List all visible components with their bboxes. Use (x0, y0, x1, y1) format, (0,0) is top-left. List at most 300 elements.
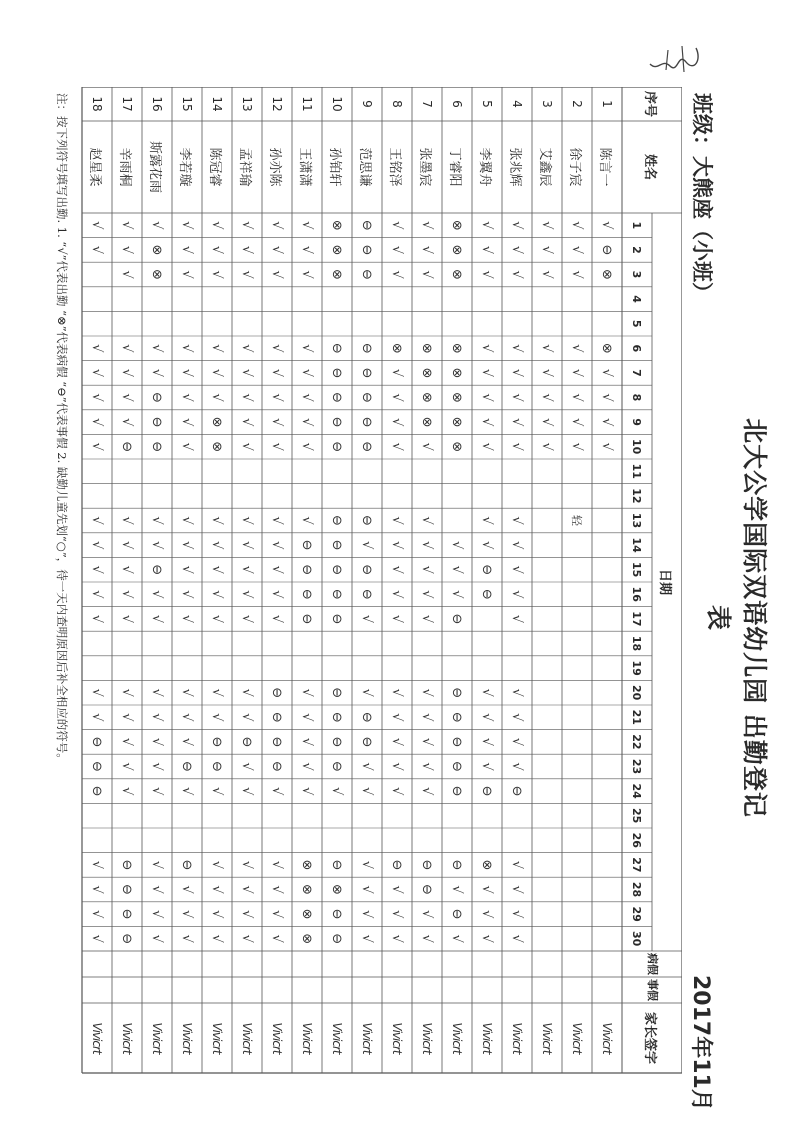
attendance-mark: √ (509, 713, 525, 722)
attendance-mark: √ (509, 909, 525, 919)
attendance-mark (232, 828, 262, 853)
attendance-mark: ⊖ (119, 859, 135, 871)
attendance-mark: √ (119, 565, 135, 574)
day-header: 25 (630, 808, 644, 824)
student-name: 孙亦陈 (267, 147, 283, 187)
attendance-mark (112, 287, 142, 312)
attendance-mark (172, 803, 202, 828)
attendance-mark: √ (299, 713, 315, 722)
attendance-mark: √ (389, 688, 405, 697)
attendance-mark: √ (539, 442, 555, 451)
attendance-mark (592, 484, 622, 509)
attendance-mark (562, 730, 592, 755)
attendance-mark: ⊖ (449, 687, 465, 699)
day-header: 21 (630, 709, 644, 725)
attendance-mark: ⊖ (89, 785, 105, 797)
student-name: 丁睿阳 (447, 147, 463, 187)
attendance-mark: √ (479, 762, 495, 771)
attendance-mark (232, 484, 262, 509)
attendance-mark: ⊖ (329, 416, 345, 428)
attendance-mark (322, 828, 352, 853)
attendance-mark (592, 656, 622, 681)
attendance-mark (532, 803, 562, 828)
parent-signature: Vivicrt (300, 1022, 314, 1054)
attendance-mark (232, 287, 262, 312)
attendance-mark: ⊖ (119, 908, 135, 920)
attendance-mark: ⊗ (449, 367, 465, 379)
attendance-mark: √ (269, 614, 285, 624)
attendance-mark: ⊗ (329, 884, 345, 895)
attendance-mark (532, 582, 562, 607)
attendance-mark: √ (509, 737, 525, 747)
attendance-mark: √ (269, 393, 285, 402)
attendance-mark: √ (179, 713, 195, 722)
attendance-mark: √ (119, 393, 135, 402)
attendance-mark: √ (89, 221, 105, 230)
attendance-mark (112, 828, 142, 853)
attendance-mark: √ (269, 934, 285, 943)
attendance-mark: √ (509, 885, 525, 894)
attendance-mark (82, 459, 112, 484)
attendance-mark: ⊖ (329, 367, 345, 379)
attendance-mark: ⊗ (419, 392, 435, 403)
attendance-mark: √ (509, 393, 525, 402)
attendance-mark: √ (539, 393, 555, 402)
attendance-mark: ⊖ (329, 588, 345, 600)
attendance-mark: √ (389, 516, 405, 525)
attendance-mark: √ (269, 344, 285, 353)
attendance-mark: √ (479, 713, 495, 722)
attendance-mark: ⊖ (269, 711, 285, 723)
attendance-mark (532, 680, 562, 705)
attendance-mark: √ (89, 909, 105, 919)
attendance-mark: √ (389, 417, 405, 427)
attendance-mark (262, 459, 292, 484)
row-seq: 9 (360, 100, 374, 108)
attendance-mark (592, 582, 622, 607)
row-seq: 1 (600, 100, 614, 108)
attendance-mark: √ (509, 245, 525, 255)
attendance-mark: √ (509, 368, 525, 378)
attendance-mark (142, 311, 172, 336)
attendance-mark: √ (239, 786, 255, 796)
attendance-mark: √ (299, 344, 315, 353)
attendance-mark: √ (359, 934, 375, 943)
attendance-mark: √ (209, 860, 225, 870)
attendance-mark: √ (479, 909, 495, 919)
attendance-mark: 轻 (570, 514, 583, 526)
attendance-mark: ⊖ (299, 539, 315, 551)
attendance-mark: ⊗ (599, 342, 615, 354)
attendance-mark (562, 828, 592, 853)
attendance-mark (532, 779, 562, 804)
attendance-mark (262, 656, 292, 681)
attendance-mark: ⊖ (359, 711, 375, 723)
attendance-mark: √ (209, 885, 225, 894)
attendance-mark: √ (119, 762, 135, 771)
attendance-mark (532, 508, 562, 533)
attendance-mark: ⊗ (299, 908, 315, 920)
attendance-mark: √ (89, 565, 105, 574)
attendance-mark: ⊖ (119, 933, 135, 945)
attendance-mark: ⊖ (359, 244, 375, 256)
attendance-mark: √ (509, 344, 525, 353)
attendance-mark: √ (419, 442, 435, 451)
attendance-mark (592, 754, 622, 779)
attendance-mark: √ (119, 590, 135, 599)
attendance-mark: √ (569, 221, 585, 230)
attendance-mark (532, 705, 562, 730)
attendance-mark (592, 287, 622, 312)
attendance-mark: √ (449, 565, 465, 574)
attendance-mark (262, 287, 292, 312)
attendance-mark: √ (299, 245, 315, 255)
attendance-mark (232, 631, 262, 656)
attendance-mark: ⊗ (299, 884, 315, 895)
attendance-mark: √ (179, 737, 195, 747)
attendance-mark (232, 311, 262, 336)
parent-signature: Vivicrt (330, 1022, 344, 1054)
attendance-mark (142, 459, 172, 484)
attendance-mark (532, 877, 562, 902)
attendance-mark (382, 311, 412, 336)
attendance-mark: √ (89, 516, 105, 525)
day-header: 13 (630, 512, 644, 529)
attendance-mark: √ (269, 590, 285, 599)
attendance-mark (412, 459, 442, 484)
attendance-mark: ⊖ (449, 613, 465, 625)
attendance-mark: √ (389, 909, 405, 919)
attendance-mark: √ (209, 934, 225, 943)
attendance-mark: √ (119, 516, 135, 525)
attendance-mark (232, 803, 262, 828)
attendance-mark: √ (389, 270, 405, 279)
attendance-mark: ⊖ (119, 441, 135, 453)
sheet-title: 北大公学国际双语幼儿园 出勤登记表 (704, 418, 769, 818)
attendance-mark (142, 631, 172, 656)
attendance-mark: √ (209, 245, 225, 255)
attendance-mark (172, 287, 202, 312)
attendance-mark: ⊗ (329, 244, 345, 256)
attendance-mark: √ (89, 590, 105, 599)
attendance-mark: ⊖ (479, 785, 495, 797)
attendance-mark: √ (269, 442, 285, 451)
attendance-mark (142, 287, 172, 312)
attendance-mark (322, 459, 352, 484)
attendance-mark: √ (209, 565, 225, 574)
attendance-mark (592, 877, 622, 902)
attendance-mark (382, 287, 412, 312)
attendance-mark (82, 287, 112, 312)
attendance-mark: √ (119, 688, 135, 697)
attendance-mark: √ (509, 221, 525, 230)
attendance-mark: ⊗ (209, 441, 225, 453)
attendance-mark (562, 484, 592, 509)
attendance-mark (592, 705, 622, 730)
attendance-mark: ⊗ (149, 244, 165, 256)
attendance-mark (172, 656, 202, 681)
attendance-mark: √ (299, 393, 315, 402)
attendance-mark: √ (479, 688, 495, 697)
attendance-mark: √ (479, 885, 495, 894)
attendance-mark: √ (389, 565, 405, 574)
attendance-mark: ⊖ (329, 392, 345, 403)
attendance-mark (472, 484, 502, 509)
attendance-mark (172, 484, 202, 509)
attendance-mark (202, 459, 232, 484)
attendance-mark: √ (479, 934, 495, 943)
attendance-mark (472, 828, 502, 853)
attendance-mark: ⊖ (179, 859, 195, 871)
attendance-mark: √ (89, 442, 105, 451)
attendance-mark: √ (389, 737, 405, 747)
attendance-mark: ⊖ (449, 736, 465, 748)
attendance-mark: √ (89, 344, 105, 353)
attendance-mark (562, 459, 592, 484)
attendance-mark: √ (269, 417, 285, 427)
attendance-mark (322, 311, 352, 336)
date-group-header: 日期 (657, 568, 673, 595)
attendance-mark: √ (389, 245, 405, 255)
attendance-mark: ⊗ (449, 244, 465, 256)
attendance-mark (142, 803, 172, 828)
attendance-mark (442, 631, 472, 656)
attendance-mark: √ (119, 245, 135, 255)
attendance-mark: ⊖ (149, 441, 165, 453)
attendance-mark (592, 533, 622, 558)
attendance-mark: ⊖ (599, 244, 615, 256)
attendance-mark: ⊖ (149, 392, 165, 403)
parent-signature: Vivicrt (90, 1022, 104, 1054)
attendance-mark: √ (149, 516, 165, 525)
attendance-mark: √ (119, 786, 135, 796)
attendance-mark: ⊗ (329, 219, 345, 231)
attendance-mark (442, 459, 472, 484)
attendance-mark (532, 828, 562, 853)
attendance-mark: ⊖ (449, 908, 465, 920)
attendance-mark (502, 631, 532, 656)
attendance-mark: √ (119, 368, 135, 378)
student-name: 辛雨桐 (117, 147, 133, 187)
row-seq: 5 (480, 100, 494, 108)
attendance-mark: √ (239, 614, 255, 624)
class-label: 班级：大熊座（小班） (690, 93, 715, 303)
student-name: 陈言一 (597, 147, 613, 187)
student-name: 李若璇 (177, 147, 193, 187)
attendance-mark: √ (179, 344, 195, 353)
attendance-mark (292, 459, 322, 484)
attendance-mark (502, 484, 532, 509)
attendance-mark (202, 803, 232, 828)
attendance-mark (262, 311, 292, 336)
day-header: 23 (630, 758, 644, 775)
attendance-mark (292, 484, 322, 509)
attendance-mark (322, 656, 352, 681)
row-seq: 8 (390, 100, 404, 108)
attendance-mark: √ (89, 614, 105, 624)
attendance-mark: ⊖ (329, 908, 345, 920)
attendance-mark (352, 656, 382, 681)
row-seq: 4 (510, 100, 524, 108)
attendance-mark: √ (239, 442, 255, 451)
attendance-mark: ⊖ (89, 736, 105, 748)
attendance-mark: √ (359, 540, 375, 550)
attendance-mark (502, 459, 532, 484)
attendance-mark: ⊖ (419, 859, 435, 871)
attendance-mark: ⊖ (329, 613, 345, 625)
attendance-mark (382, 656, 412, 681)
attendance-mark (112, 311, 142, 336)
attendance-mark: ⊖ (269, 761, 285, 772)
attendance-mark: √ (209, 368, 225, 378)
attendance-mark: √ (149, 909, 165, 919)
attendance-mark (472, 656, 502, 681)
attendance-mark: ⊖ (299, 613, 315, 625)
attendance-mark: √ (419, 934, 435, 943)
attendance-mark: √ (179, 565, 195, 574)
attendance-mark: ⊗ (479, 859, 495, 871)
attendance-mark (592, 926, 622, 951)
attendance-mark (112, 484, 142, 509)
attendance-mark: √ (389, 590, 405, 599)
attendance-mark: √ (359, 762, 375, 771)
attendance-mark: √ (299, 688, 315, 697)
attendance-mark: √ (419, 221, 435, 230)
attendance-mark: √ (119, 614, 135, 624)
attendance-mark: ⊗ (449, 392, 465, 403)
attendance-mark: ⊖ (389, 859, 405, 871)
attendance-mark: √ (89, 885, 105, 894)
attendance-mark: ⊖ (359, 588, 375, 600)
attendance-mark: √ (509, 540, 525, 550)
attendance-mark (112, 631, 142, 656)
attendance-mark (562, 926, 592, 951)
attendance-mark: √ (539, 270, 555, 279)
attendance-mark: ⊗ (149, 269, 165, 280)
attendance-mark (562, 853, 592, 878)
attendance-mark: ⊖ (269, 687, 285, 699)
attendance-mark: √ (89, 368, 105, 378)
attendance-mark: √ (479, 221, 495, 230)
attendance-mark (532, 459, 562, 484)
attendance-mark: √ (149, 221, 165, 230)
attendance-mark: √ (509, 590, 525, 599)
attendance-mark: ⊖ (359, 367, 375, 379)
attendance-mark: √ (149, 368, 165, 378)
student-name: 赵星柔 (87, 147, 103, 187)
attendance-mark: √ (539, 368, 555, 378)
attendance-mark: √ (149, 762, 165, 771)
parent-signature: Vivicrt (450, 1022, 464, 1054)
attendance-mark: √ (479, 442, 495, 451)
attendance-mark (562, 754, 592, 779)
attendance-mark: √ (299, 786, 315, 796)
attendance-mark: √ (209, 786, 225, 796)
attendance-mark (142, 656, 172, 681)
parent-signature-column-header: 家长签字 (642, 1011, 658, 1064)
attendance-mark: √ (299, 368, 315, 378)
attendance-mark: √ (239, 540, 255, 550)
attendance-mark (202, 656, 232, 681)
attendance-mark: √ (479, 516, 495, 525)
attendance-mark (562, 656, 592, 681)
attendance-mark: ⊗ (419, 367, 435, 379)
day-header: 3 (630, 270, 644, 279)
attendance-mark (472, 607, 502, 632)
attendance-mark: √ (149, 934, 165, 943)
attendance-mark: ⊖ (299, 588, 315, 600)
parent-signature: Vivicrt (270, 1022, 284, 1054)
attendance-mark: √ (509, 860, 525, 870)
attendance-mark: √ (299, 762, 315, 771)
day-header: 17 (630, 611, 644, 627)
attendance-mark: ⊖ (329, 736, 345, 748)
row-seq: 13 (240, 96, 254, 112)
attendance-mark (172, 631, 202, 656)
attendance-mark: √ (539, 221, 555, 230)
row-seq: 2 (570, 100, 584, 108)
attendance-mark: √ (119, 344, 135, 353)
attendance-mark: √ (239, 221, 255, 230)
attendance-mark: ⊖ (359, 269, 375, 280)
attendance-mark: √ (389, 786, 405, 796)
attendance-mark: √ (389, 713, 405, 722)
day-header: 4 (630, 295, 644, 303)
attendance-mark: √ (509, 442, 525, 451)
row-seq: 7 (420, 100, 434, 108)
attendance-mark: √ (179, 934, 195, 943)
attendance-mark: √ (599, 368, 615, 378)
attendance-mark (562, 311, 592, 336)
attendance-mark: √ (419, 245, 435, 255)
attendance-mark: ⊖ (269, 736, 285, 748)
attendance-mark (502, 828, 532, 853)
day-header: 27 (630, 857, 644, 873)
attendance-mark: ⊗ (299, 933, 315, 945)
attendance-mark: ⊖ (359, 736, 375, 748)
attendance-mark: √ (179, 442, 195, 451)
attendance-mark (172, 311, 202, 336)
attendance-mark: √ (509, 565, 525, 574)
attendance-mark: ⊖ (359, 564, 375, 576)
attendance-mark (532, 311, 562, 336)
attendance-mark: ⊖ (359, 342, 375, 354)
attendance-mark (322, 631, 352, 656)
attendance-mark: √ (149, 860, 165, 870)
attendance-mark: ⊖ (329, 515, 345, 526)
attendance-mark: ⊖ (479, 588, 495, 600)
attendance-mark: √ (239, 885, 255, 894)
day-header: 2 (630, 246, 644, 254)
attendance-mark: √ (89, 245, 105, 255)
day-header: 10 (630, 439, 644, 455)
attendance-mark: √ (179, 417, 195, 427)
attendance-mark: √ (509, 417, 525, 427)
attendance-mark: √ (209, 713, 225, 722)
attendance-mark: √ (209, 516, 225, 525)
attendance-mark: √ (89, 417, 105, 427)
attendance-mark: √ (419, 565, 435, 574)
attendance-mark: √ (179, 909, 195, 919)
attendance-mark (532, 656, 562, 681)
day-header: 6 (630, 344, 644, 353)
parent-signature: Vivicrt (150, 1022, 164, 1054)
attendance-mark: √ (239, 762, 255, 771)
attendance-mark (262, 631, 292, 656)
attendance-mark: √ (479, 270, 495, 279)
parent-signature: Vivicrt (480, 1022, 494, 1054)
parent-signature: Vivicrt (210, 1022, 224, 1054)
